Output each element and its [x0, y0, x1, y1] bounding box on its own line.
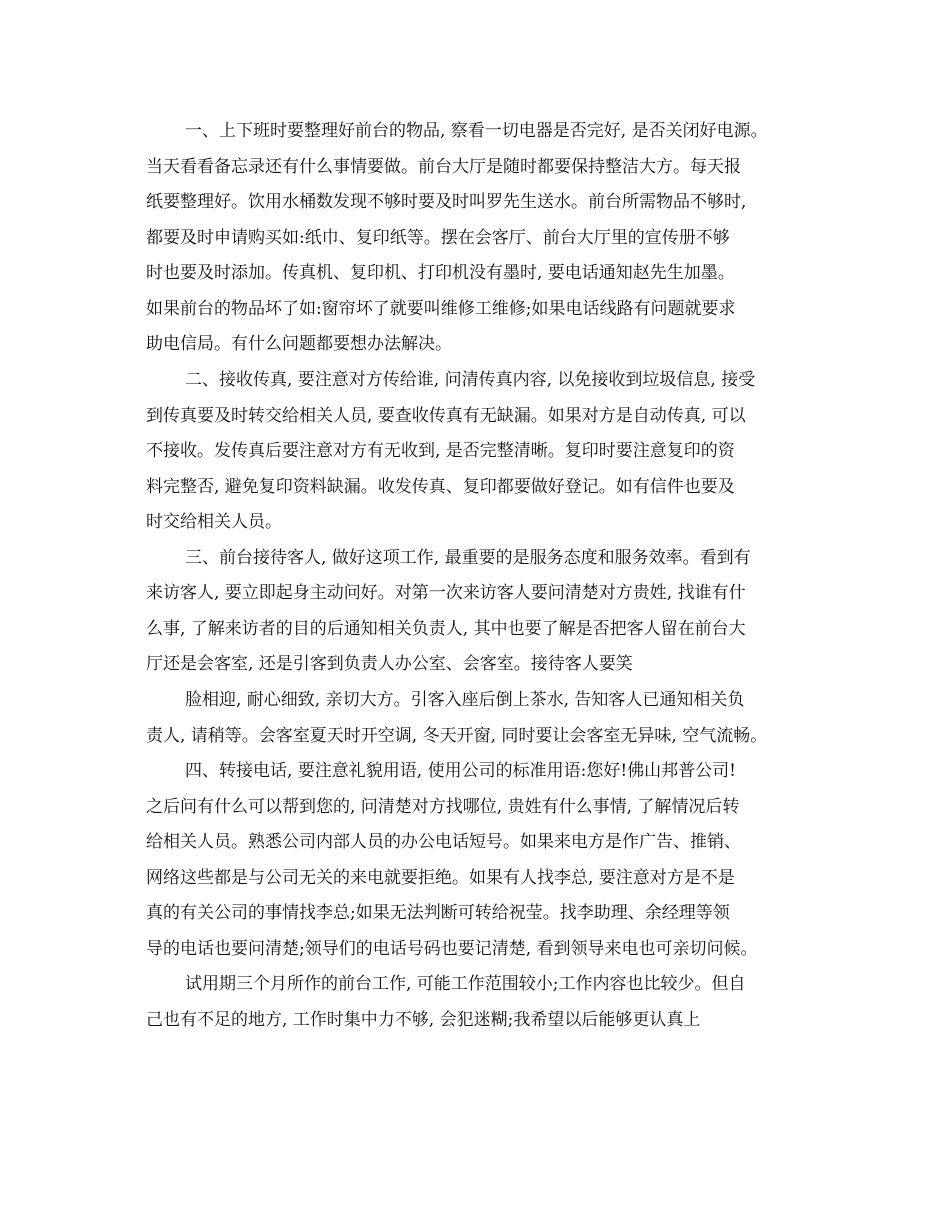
text-line: 料完整否, 避免复印资料缺漏。收发传真、复印都要做好登记。如有信件也要及	[146, 477, 735, 497]
text-line: 二、接收传真, 要注意对方传给谁, 问清传真内容, 以免接收到垃圾信息, 接受	[185, 370, 756, 390]
text-line: 来访客人, 要立即起身主动问好。对第一次来访客人要问清楚对方贵姓, 找谁有什	[146, 583, 746, 603]
text-line: 之后问有什么可以帮到您的, 问清楚对方找哪位, 贵姓有什么事情, 了解情况后转	[146, 797, 740, 817]
text-line: 真的有关公司的事情找李总;如果无法判断可转给祝莹。找李助理、余经理等领	[146, 903, 730, 923]
text-line: 不接收。发传真后要注意对方有无收到, 是否完整清晰。复印时要注意复印的资	[146, 441, 735, 461]
text-line: 厅还是会客室, 还是引客到负责人办公室、会客室。接待客人要笑	[146, 654, 633, 674]
text-line: 三、前台接待客人, 做好这项工作, 最重要的是服务态度和服务效率。看到有	[185, 548, 751, 568]
text-line: 到传真要及时转交给相关人员, 要查收传真有无缺漏。如果对方是自动传真, 可以	[146, 406, 746, 426]
text-line: 给相关人员。熟悉公司内部人员的办公电话短号。如果来电方是作广告、推销、	[146, 832, 741, 852]
text-line: 时交给相关人员。	[146, 512, 282, 532]
text-line: 都要及时申请购买如:纸巾、复印纸等。摆在会客厅、前台大厅里的宣传册不够	[146, 228, 730, 248]
text-line: 助电信局。有什么问题都要想办法解决。	[146, 334, 452, 354]
text-line: 己也有不足的地方, 工作时集中力不够, 会犯迷糊;我希望以后能够更认真上	[146, 1010, 701, 1030]
text-line: 责人, 请稍等。会客室夏天时开空调, 冬天开窗, 同时要让会客室无异味, 空气流畅。	[146, 726, 768, 746]
text-line: 导的电话也要问清楚;领导们的电话号码也要记清楚, 看到领导来电也可亲切问候。	[146, 939, 758, 959]
text-line: 纸要整理好。饮用水桶数发现不够时要及时叫罗先生送水。前台所需物品不够时,	[146, 192, 747, 212]
text-line: 时也要及时添加。传真机、复印机、打印机没有墨时, 要电话通知赵先生加墨。	[146, 263, 735, 283]
text-line: 么事, 了解来访者的目的后通知相关负责人, 其中也要了解是否把客人留在前台大	[146, 619, 746, 639]
text-line: 四、转接电话, 要注意礼貌用语, 使用公司的标准用语:您好!佛山邦普公司!	[185, 761, 737, 781]
text-line: 试用期三个月所作的前台工作, 可能工作范围较小;工作内容也比较少。但自	[185, 974, 746, 994]
text-line: 脸相迎, 耐心细致, 亲切大方。引客入座后倒上茶水, 告知客人已通知相关负	[185, 690, 745, 710]
text-line: 一、上下班时要整理好前台的物品, 察看一切电器是否完好, 是否关闭好电源。	[185, 121, 768, 141]
text-line: 网络这些都是与公司无关的来电就要拒绝。如果有人找李总, 要注意对方是不是	[146, 868, 735, 888]
text-line: 如果前台的物品坏了如:窗帘坏了就要叫维修工维修;如果电话线路有问题就要求	[146, 299, 736, 319]
text-line: 当天看看备忘录还有什么事情要做。前台大厅是随时都要保持整洁大方。每天报	[146, 157, 741, 177]
